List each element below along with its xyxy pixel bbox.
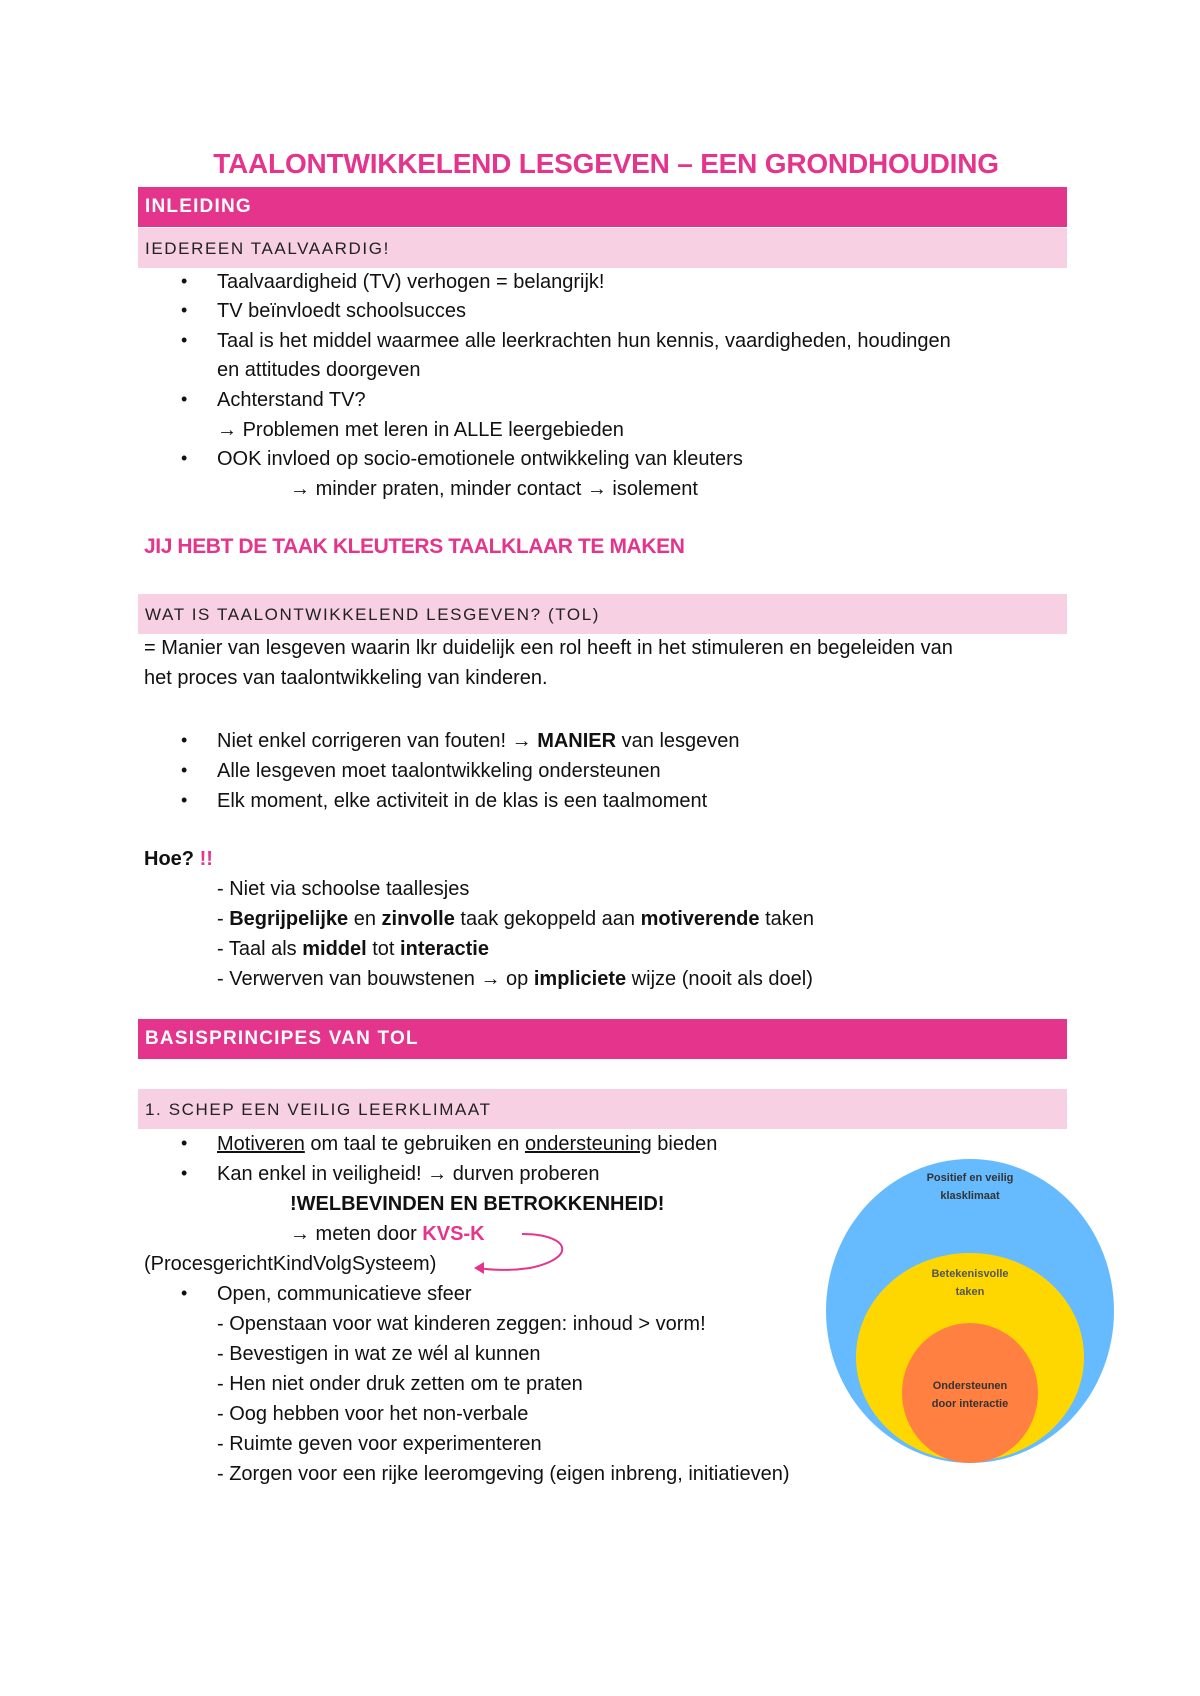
bullet-dot: • (181, 1283, 188, 1303)
definition-line-1: = Manier van lesgeven waarin lkr duidelijk een rol heeft in het stimuleren en begeleiden van (144, 637, 953, 659)
arrow-right-icon: → (511, 730, 532, 752)
arrow-right-icon: → (290, 1223, 310, 1245)
bullet-dot: • (181, 271, 188, 291)
mid-label-2: taken (955, 1286, 985, 1298)
subsection-heading-schep: 1. SCHEP EEN VEILIG LEERKLIMAAT (138, 1089, 1067, 1129)
klimaat-bullet-2: Kan enkel in veiligheid! → durven proberen (217, 1163, 600, 1185)
bullet-dot: • (181, 300, 188, 320)
inner-circle (902, 1323, 1038, 1463)
outer-label-1: Positief en veilig (926, 1172, 1014, 1184)
bullet-dot: • (181, 730, 188, 750)
klimaat-bullet-1: Motiveren om taal te gebruiken en ondersteuning bieden (217, 1133, 718, 1155)
intro-bullet-4-sub: → Problemen met leren in ALLE leergebieden (217, 419, 624, 441)
section-heading-basisprincipes: BASISPRINCIPES VAN TOL (138, 1019, 1067, 1059)
klimaat-sub-3: - Hen niet onder druk zetten om te praten (217, 1373, 583, 1395)
taak-heading: JIJ HEBT DE TAAK KLEUTERS TAALKLAAR TE MAKEN (144, 535, 685, 558)
arrow-right-icon: → (290, 478, 310, 500)
outer-label-2: klasklimaat (940, 1190, 1000, 1202)
klimaat-sub-6: - Zorgen voor een rijke leeromgeving (eigen inbreng, initiatieven) (217, 1463, 790, 1485)
hoe-line-2: - Begrijpelijke en zinvolle taak gekoppeld aan motiverende taken (217, 908, 814, 930)
klimaat-sub-1: - Openstaan voor wat kinderen zeggen: inhoud > vorm! (217, 1313, 706, 1335)
intro-bullet-3-line1: Taal is het middel waarmee alle leerkrachten hun kennis, vaardigheden, houdingen (217, 330, 951, 352)
kvs-full-name: (ProcesgerichtKindVolgSysteem) (144, 1253, 437, 1275)
tol-bullet-3: Elk moment, elke activiteit in de klas is een taalmoment (217, 790, 708, 812)
bullet-dot: • (181, 389, 188, 409)
page-title: TAALONTWIKKELEND LESGEVEN – EEN GRONDHOUDING (213, 148, 999, 179)
intro-bullet-2: TV beïnvloedt schoolsucces (217, 300, 467, 322)
inner-label-2: door interactie (931, 1398, 1009, 1410)
definition-line-2: het proces van taalontwikkeling van kinderen. (144, 667, 548, 689)
intro-bullet-5-sub: → minder praten, minder contact → isolement (290, 478, 698, 500)
curved-arrow-icon (470, 1228, 580, 1280)
bullet-dot: • (181, 760, 188, 780)
subsection-heading-wat-is: WAT IS TAALONTWIKKELEND LESGEVEN? (TOL) (138, 594, 1067, 634)
subsection-heading-iedereen: IEDEREEN TAALVAARDIG! (138, 228, 1067, 268)
klimaat-sub-2: - Bevestigen in wat ze wél al kunnen (217, 1343, 541, 1365)
inner-label-1: Ondersteunen (932, 1380, 1008, 1392)
bullet-dot: • (181, 330, 188, 350)
klimaat-sub-5: - Ruimte geven voor experimenteren (217, 1433, 542, 1455)
arrow-right-icon: → (217, 419, 237, 441)
welbevinden-line: !WELBEVINDEN EN BETROKKENHEID! (290, 1193, 665, 1215)
intro-bullet-1: Taalvaardigheid (TV) verhogen = belangrijk! (217, 271, 605, 293)
section-heading-inleiding: INLEIDING (138, 187, 1067, 227)
arrow-right-icon: → (427, 1163, 448, 1185)
klimaat-sub-4: - Oog hebben voor het non-verbale (217, 1403, 529, 1425)
arrow-right-icon: → (480, 968, 501, 990)
hoe-line-1: - Niet via schoolse taallesjes (217, 878, 470, 900)
bullet-dot: • (181, 1133, 188, 1153)
klimaat-diagram (820, 1153, 1120, 1469)
intro-bullet-5: OOK invloed op socio-emotionele ontwikkeling van kleuters (217, 448, 743, 470)
hoe-heading: Hoe? !! (144, 848, 213, 870)
klimaat-bullet-3: Open, communicatieve sfeer (217, 1283, 472, 1305)
bullet-dot: • (181, 790, 188, 810)
hoe-line-4: - Verwerven van bouwstenen → op impliciete wijze (nooit als doel) (217, 968, 813, 990)
tol-bullet-2: Alle lesgeven moet taalontwikkeling ondersteunen (217, 760, 661, 782)
mid-label-1: Betekenisvolle (931, 1268, 1009, 1280)
tol-bullet-1: Niet enkel corrigeren van fouten! → MANIER van lesgeven (217, 730, 740, 752)
meten-line: → meten door KVS-K (290, 1223, 485, 1245)
intro-bullet-3-line2: en attitudes doorgeven (217, 359, 421, 381)
bullet-dot: • (181, 1163, 188, 1183)
intro-bullet-4: Achterstand TV? (217, 389, 366, 411)
arrow-right-icon: → (586, 478, 607, 500)
bullet-dot: • (181, 448, 188, 468)
hoe-line-3: - Taal als middel tot interactie (217, 938, 489, 960)
